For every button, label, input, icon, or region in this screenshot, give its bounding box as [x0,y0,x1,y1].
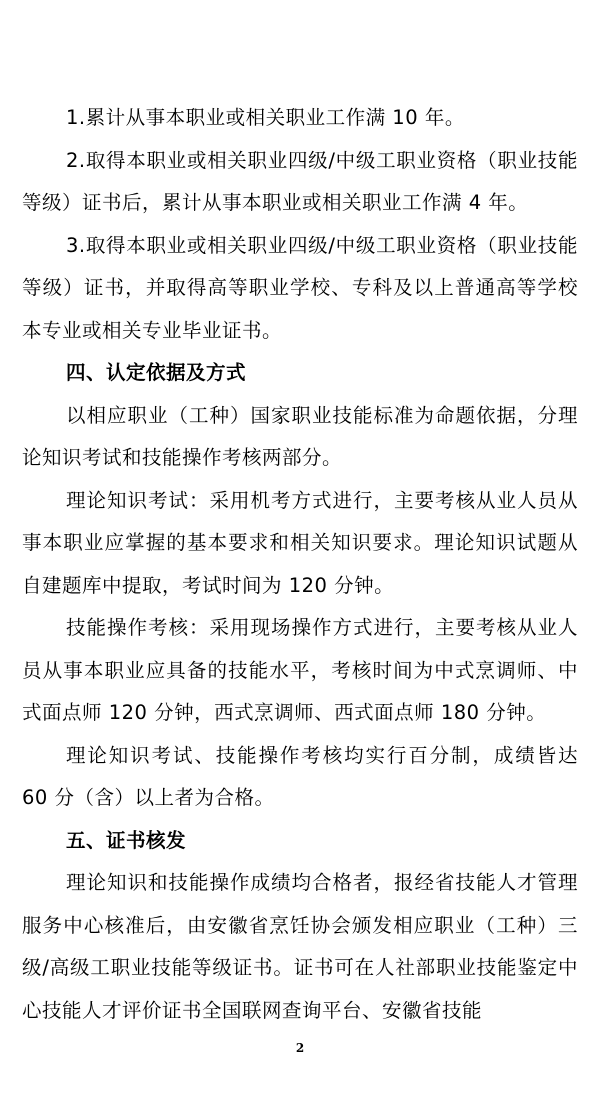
paragraph-requirement-3: 3.取得本职业或相关职业四级/中级工职业资格（职业技能等级）证书，并取得高等职业学校、专科及以上普通高等学校本专业或相关专业毕业证书。 [22,233,578,342]
section-heading-5: 五、证书核发 [66,828,187,852]
document-body [22,97,578,1032]
paragraph-certificate: 理论知识和技能操作成绩均合格者，报经省技能人才管理服务中心核准后，由安徽省烹饪协会颁发相应职业（工种）三级/高级工职业技能等级证书。证书可在人社部职业技能鉴定中心技能人才评价证书全国联网查询平台、安徽省技能 [22,871,578,1022]
paragraph-skill-exam: 技能操作考核：采用现场操作方式进行，主要考核从业人员从事本职业应具备的技能水平，考核时间为中式烹调师、中式面点师 120 分钟，西式烹调师、西式面点师 180 分钟。 [22,616,578,724]
section-heading-4: 四、认定依据及方式 [66,361,247,384]
paragraph-basis: 以相应职业（工种）国家职业技能标准为命题依据，分理论知识考试和技能操作考核两部分。 [22,403,578,469]
paragraph-requirement-2: 2.取得本职业或相关职业四级/中级工职业资格（职业技能等级）证书后，累计从事本职业或相关职业工作满 4 年。 [22,148,578,214]
page-number: 2 [295,1041,305,1055]
paragraph-passing: 理论知识考试、技能操作考核均实行百分制，成绩皆达 60 分（含）以上者为合格。 [22,743,578,809]
paragraph-requirement-1: 1.累计从事本职业或相关职业工作满 10 年。 [66,106,465,129]
paragraph-theory-exam: 理论知识考试：采用机考方式进行，主要考核从业人员从事本职业应掌握的基本要求和相关知识要求。理论知识试题从自建题库中提取，考试时间为 120 分钟。 [22,488,578,597]
